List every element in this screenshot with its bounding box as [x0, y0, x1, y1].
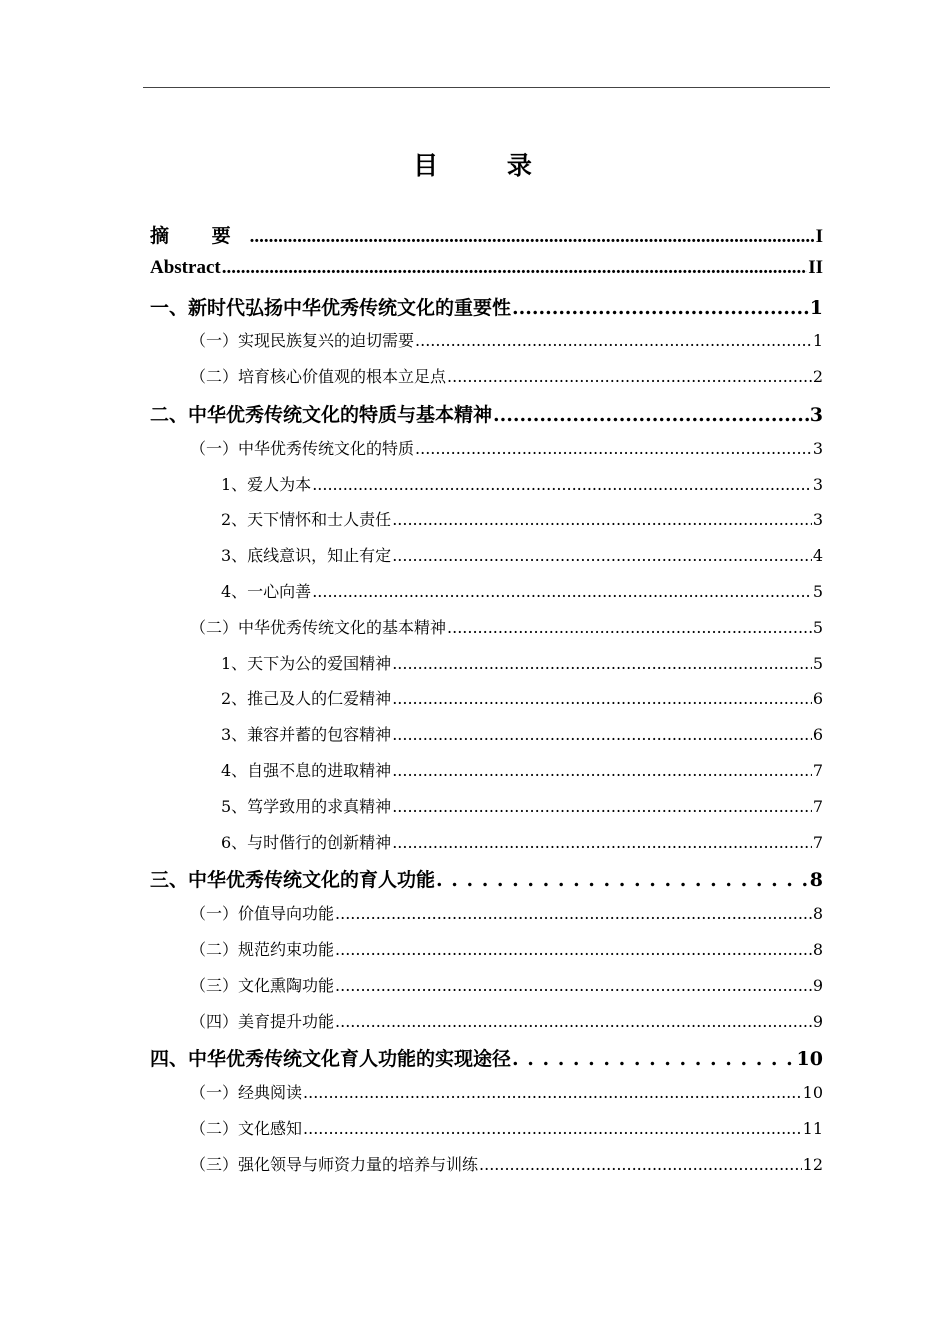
toc-dot-leader	[493, 404, 809, 426]
toc-dot-leader	[479, 1155, 802, 1174]
toc-entry-label: （二）规范约束功能	[190, 939, 335, 959]
toc-entry-label: （三）强化领导与师资力量的培养与训练	[190, 1154, 479, 1174]
toc-entry-label: 1、天下为公的爱国精神	[221, 653, 392, 673]
toc-entry-page: 3	[812, 438, 823, 458]
toc-dot-leader	[512, 1048, 796, 1070]
toc-dot-leader	[415, 439, 812, 458]
toc-entry-label: 三、中华优秀传统文化的育人功能	[150, 869, 436, 892]
toc-dot-leader	[312, 582, 812, 601]
toc-entry-label: （二）文化感知	[190, 1118, 303, 1138]
toc-entry-page: 7	[812, 760, 823, 780]
toc-entry-page: 4	[812, 546, 823, 566]
toc-entry-label: 5、笃学致用的求真精神	[221, 796, 392, 816]
toc-entry-page: II	[808, 256, 823, 278]
toc-entry-label: （一）价值导向功能	[190, 904, 335, 924]
toc-entry-label: 2、天下情怀和士人责任	[221, 510, 392, 530]
toc-entry[interactable]	[150, 615, 823, 651]
toc-entry-label: （四）美育提升功能	[190, 1011, 335, 1031]
toc-dot-leader	[392, 546, 812, 565]
toc-entry[interactable]	[150, 901, 823, 937]
toc-entry-page: 3	[812, 510, 823, 530]
toc-entry-page: I	[815, 226, 823, 247]
toc-entry-label: Abstract	[150, 256, 221, 278]
toc-entry-page: 9	[812, 975, 823, 995]
toc-entry-label: 二、中华优秀传统文化的特质与基本精神	[150, 403, 493, 426]
toc-entry[interactable]	[150, 364, 823, 400]
toc-entry[interactable]	[150, 865, 823, 901]
toc-entry[interactable]	[150, 1116, 823, 1152]
toc-entry-label: 6、与时偕行的创新精神	[221, 832, 392, 852]
toc-entry[interactable]	[150, 221, 823, 257]
toc-entry-page: 6	[812, 725, 823, 745]
toc-dot-leader	[392, 761, 812, 780]
toc-entry-page: 8	[812, 939, 823, 959]
toc-entry-label: 一、新时代弘扬中华优秀传统文化的重要性	[150, 296, 512, 319]
toc-entry-label: 4、自强不息的进取精神	[221, 760, 392, 780]
toc-dot-leader	[447, 367, 812, 386]
toc-entry-page: 10	[802, 1083, 823, 1103]
header-rule	[143, 87, 830, 88]
toc-dot-leader	[303, 1119, 802, 1138]
toc-list	[150, 221, 823, 1188]
toc-entry-page: 6	[812, 689, 823, 709]
toc-entry[interactable]	[150, 651, 823, 687]
toc-entry[interactable]	[150, 686, 823, 722]
toc-dot-leader	[392, 833, 812, 852]
toc-entry-page: 8	[812, 904, 823, 924]
toc-entry-label: （三）文化熏陶功能	[190, 975, 335, 995]
toc-entry-page: 1	[809, 296, 823, 319]
toc-entry[interactable]	[150, 400, 823, 436]
toc-entry[interactable]	[150, 507, 823, 543]
toc-entry-label: 1、爱人为本	[221, 474, 312, 494]
toc-entry[interactable]	[150, 722, 823, 758]
toc-entry-page: 12	[802, 1154, 823, 1174]
toc-entry[interactable]	[150, 436, 823, 472]
toc-entry[interactable]	[150, 830, 823, 866]
toc-dot-leader	[392, 689, 812, 708]
toc-entry-page: 5	[812, 653, 823, 673]
toc-entry[interactable]	[150, 579, 823, 615]
toc-entry-label: （一）经典阅读	[190, 1083, 303, 1103]
toc-entry-page: 10	[796, 1048, 823, 1071]
toc-dot-leader	[415, 331, 812, 350]
toc-entry[interactable]	[150, 1044, 823, 1080]
toc-dot-leader	[392, 797, 812, 816]
toc-dot-leader	[303, 1083, 802, 1102]
toc-dot-leader	[222, 257, 808, 279]
toc-entry[interactable]	[150, 1080, 823, 1116]
toc-entry-label: （二）培育核心价值观的根本立足点	[190, 367, 447, 387]
toc-entry[interactable]	[150, 1152, 823, 1188]
toc-entry-label: 摘 要	[150, 225, 249, 247]
toc-entry[interactable]	[150, 257, 823, 293]
toc-entry-label: （一）实现民族复兴的迫切需要	[190, 331, 415, 351]
toc-entry-page: 1	[812, 331, 823, 351]
toc-entry-page: 8	[809, 869, 823, 892]
toc-entry[interactable]	[150, 328, 823, 364]
toc-entry[interactable]	[150, 543, 823, 579]
toc-entry[interactable]	[150, 973, 823, 1009]
toc-entry[interactable]	[150, 758, 823, 794]
toc-entry[interactable]	[150, 1009, 823, 1045]
toc-entry[interactable]	[150, 937, 823, 973]
toc-entry-label: （一）中华优秀传统文化的特质	[190, 438, 415, 458]
toc-dot-leader	[392, 654, 812, 673]
toc-dot-leader	[436, 869, 809, 891]
toc-entry-page: 7	[812, 796, 823, 816]
toc-dot-leader	[335, 976, 812, 995]
toc-entry-page: 9	[812, 1011, 823, 1031]
toc-dot-leader	[392, 510, 812, 529]
toc-entry[interactable]	[150, 794, 823, 830]
toc-entry-page: 5	[812, 617, 823, 637]
toc-entry-page: 7	[812, 832, 823, 852]
toc-dot-leader	[250, 226, 815, 248]
toc-dot-leader	[335, 940, 812, 959]
toc-entry-label: 2、推己及人的仁爱精神	[221, 689, 392, 709]
toc-dot-leader	[312, 475, 812, 494]
toc-entry-label: 4、一心向善	[221, 581, 312, 601]
toc-dot-leader	[335, 1012, 812, 1031]
toc-entry-label: 3、底线意识，知止有定	[221, 546, 392, 566]
toc-entry[interactable]	[150, 472, 823, 508]
toc-entry[interactable]	[150, 293, 823, 329]
toc-entry-page: 11	[802, 1118, 823, 1138]
toc-entry-page: 3	[812, 474, 823, 494]
toc-dot-leader	[447, 618, 812, 637]
toc-dot-leader	[512, 297, 809, 319]
toc-entry-page: 3	[809, 403, 823, 426]
toc-entry-label: （二）中华优秀传统文化的基本精神	[190, 617, 447, 637]
toc-entry-page: 5	[812, 581, 823, 601]
toc-entry-page: 2	[812, 367, 823, 387]
page-title: 目 录	[413, 151, 562, 180]
toc-dot-leader	[392, 725, 812, 744]
toc-dot-leader	[335, 904, 812, 923]
toc-entry-label: 3、兼容并蓄的包容精神	[221, 725, 392, 745]
toc-entry-label: 四、中华优秀传统文化育人功能的实现途径	[150, 1048, 512, 1071]
